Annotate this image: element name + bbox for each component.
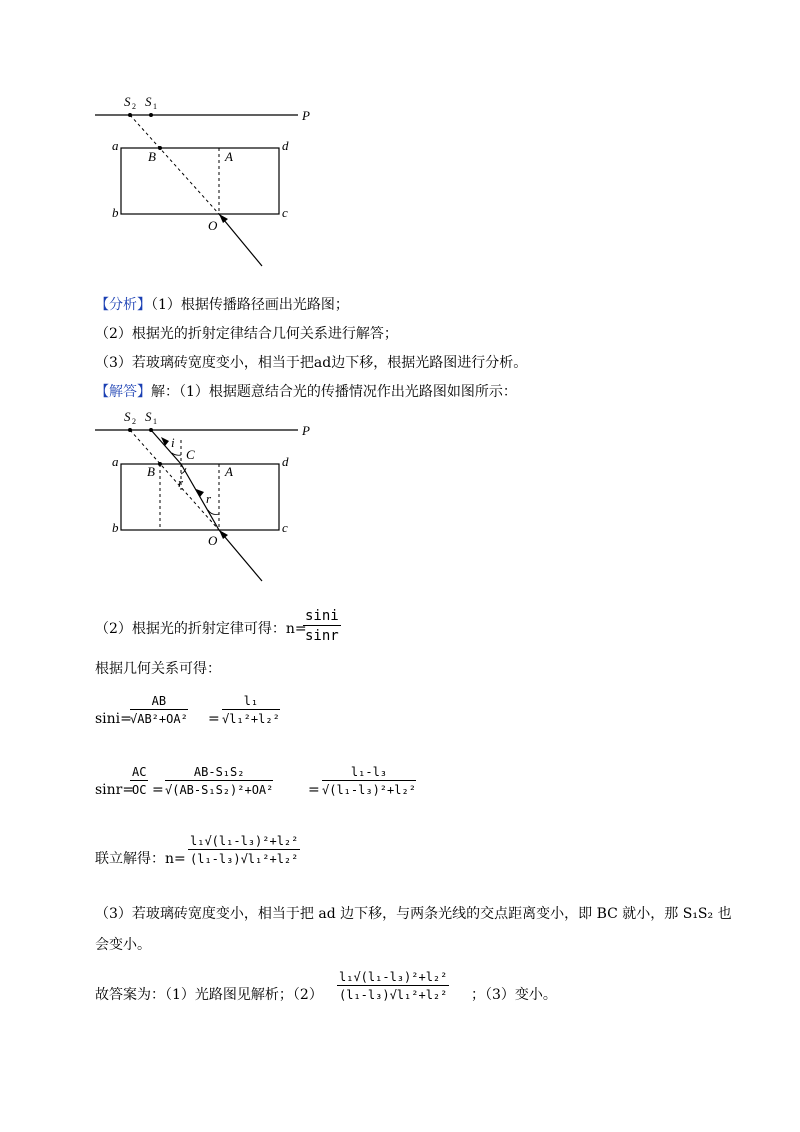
label-B: B	[147, 464, 155, 479]
solution-intro: 【解答】解：（1）根据题意结合光的传播情况作出光路图如图所示：	[95, 384, 517, 400]
label-C: C	[186, 447, 195, 462]
sinr-lhs: sinr=	[95, 782, 135, 798]
label-O: O	[208, 533, 218, 548]
label-d: d	[282, 454, 289, 469]
label-i: i	[171, 435, 175, 450]
n-result-lhs: 联立解得：n=	[95, 851, 186, 867]
svg-text:1: 1	[153, 102, 157, 111]
label-B: B	[148, 149, 156, 164]
label-r1: r	[178, 475, 184, 490]
label-b: b	[112, 205, 119, 220]
sini-lhs: sini=	[95, 711, 132, 727]
label-r2: r	[206, 491, 212, 506]
label-a: a	[112, 454, 119, 469]
optics-diagram-2	[0, 400, 800, 590]
sinr-fraction-0: $\frac{AC}{OC}$	[132, 765, 147, 797]
label-a: a	[112, 138, 119, 153]
answer-tail: ；（3）变小。	[471, 987, 557, 1003]
analysis-line-1: 【分析】（1）根据传播路径画出光路图；	[95, 297, 349, 313]
geometry-text: 根据几何关系可得：	[95, 661, 221, 677]
part3-line-1: （3）若玻璃砖宽度变小，相当于把 ad 边下移，与两条光线的交点距离变小，即 BC 就小，那 S₁S₂ 也	[95, 906, 732, 922]
optics-diagram-1	[0, 0, 800, 290]
label-p: P	[302, 108, 310, 123]
label-A: A	[225, 464, 233, 479]
label-s2: S	[124, 409, 131, 424]
analysis-tag: 【分析】	[95, 297, 151, 313]
label-s1: S	[145, 409, 152, 424]
sinr-fraction-1: $\frac{\text{AB-S₁S₂}}{\text{√(AB-S₁S₂)²+OA²}}$	[165, 765, 274, 797]
sini-fraction-1: $\frac{AB}{\text{√AB²+OA²}}$	[130, 694, 188, 726]
label-d: d	[282, 138, 289, 153]
part3-line-2: 会变小。	[95, 937, 151, 953]
label-c: c	[282, 520, 288, 535]
label-b: b	[112, 520, 119, 535]
sinr-fraction-2: $\frac{\text{l₁-l₃}}{\text{√(l₁-l₃)²+l₂²}}$	[322, 765, 416, 797]
n-result-fraction: $\frac{\text{l₁√(l₁-l₃)²+l₂²}}{\text{(l₁-l₃)√l₁²+l₂²}}$	[190, 834, 299, 866]
label-O: O	[208, 218, 218, 233]
analysis-line-2: （2）根据光的折射定律结合几何关系进行解答；	[95, 326, 398, 342]
label-A: A	[225, 149, 233, 164]
solution-tag: 【解答】	[95, 384, 151, 400]
svg-text:2: 2	[132, 102, 136, 111]
analysis-line-3: （3）若玻璃砖宽度变小，相当于把ad边下移，根据光路图进行分析。	[95, 355, 528, 371]
svg-text:2: 2	[132, 417, 136, 426]
label-p: P	[302, 423, 310, 438]
svg-text:1: 1	[153, 417, 157, 426]
answer-lead: 故答案为：（1）光路图见解析；（2）	[95, 987, 323, 1003]
answer-fraction: $\frac{\text{l₁√(l₁-l₃)²+l₂²}}{\text{(l₁-l₃)√l₁²+l₂²}}$	[339, 970, 448, 1002]
n-fraction: $\frac{\sin i}{\sin r}$	[305, 608, 339, 644]
label-s1: S	[145, 94, 152, 109]
label-s2: S	[124, 94, 131, 109]
part2-text: （2）根据光的折射定律可得：n=	[95, 621, 307, 637]
label-c: c	[282, 205, 288, 220]
sini-fraction-2: $\frac{\text{l₁}}{\text{√l₁²+l₂²}}$	[222, 694, 280, 726]
